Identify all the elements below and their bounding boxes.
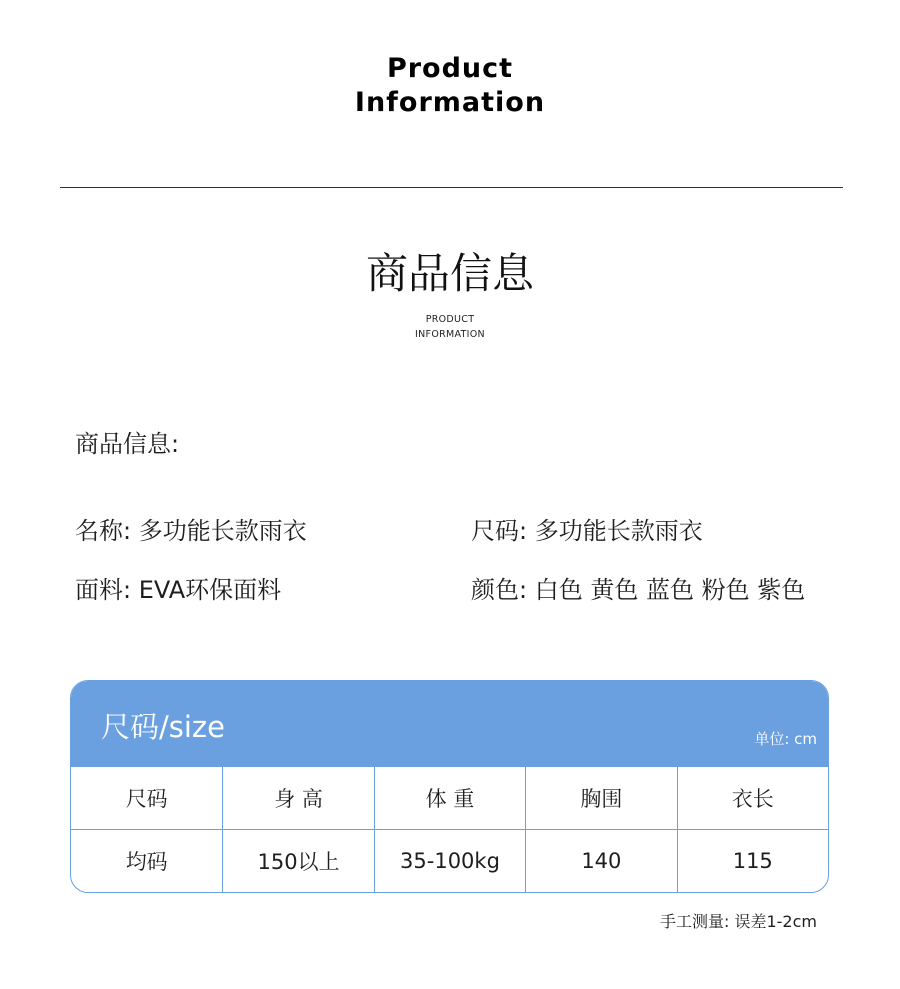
table-header-row	[71, 767, 828, 829]
info-size: 尺码: 多功能长款雨衣	[471, 517, 703, 545]
table-cell: 均码	[125, 850, 168, 874]
info-material: 面料: EVA环保面料	[75, 576, 282, 604]
size-table-card	[70, 680, 829, 893]
table-header-cell: 尺码	[125, 787, 168, 811]
divider	[60, 187, 843, 188]
size-table-unit: 单位: cm	[754, 730, 817, 748]
table-header-cell: 体 重	[374, 767, 525, 829]
table-header-cell: 身 高	[222, 767, 373, 829]
size-table-header	[71, 681, 828, 767]
size-table-title: 尺码/size	[101, 710, 226, 744]
measurement-note: 手工测量: 误差1-2cm	[660, 912, 817, 931]
title-en-line1: Product	[386, 53, 514, 84]
subtitle-line2: INFORMATION	[415, 329, 485, 340]
info-colors: 颜色: 白色 黄色 蓝色 粉色 紫色	[471, 576, 806, 604]
section-title: 商品信息	[365, 249, 534, 298]
table-cell: 140	[525, 830, 676, 892]
info-heading: 商品信息:	[75, 430, 180, 458]
table-cell: 35-100kg	[374, 830, 525, 892]
table-header-cell: 衣长	[677, 767, 828, 829]
table-cell: 150以上	[222, 830, 373, 892]
table-cell: 115	[677, 830, 828, 892]
table-row	[71, 829, 828, 892]
info-name: 名称: 多功能长款雨衣	[75, 517, 307, 545]
size-table	[71, 767, 828, 892]
table-header-cell: 胸围	[525, 767, 676, 829]
title-en-line2: Information	[354, 87, 546, 118]
subtitle-line1: PRODUCT	[425, 314, 475, 325]
